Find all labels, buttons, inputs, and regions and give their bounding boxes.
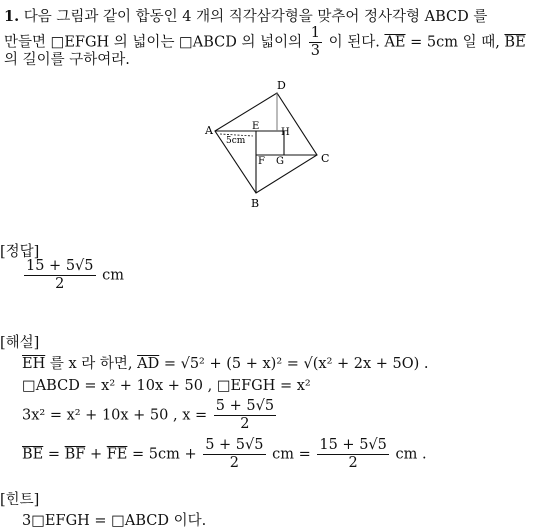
label-5cm: 5cm bbox=[226, 136, 246, 146]
answer-fraction: $\frac{15 + 5√5}{2}$ bbox=[26, 258, 94, 293]
label-c: C bbox=[321, 152, 330, 165]
hint-text: 3□EFGH = □ABCD 이다. bbox=[22, 513, 207, 529]
question-line-3: 의 길이를 구하여라. bbox=[4, 52, 130, 68]
segment-be-2: $\overline{BE}$ bbox=[22, 446, 44, 463]
question-text-2a: 만들면 □EFGH 의 넓이는 □ABCD 의 넓이의 bbox=[4, 34, 303, 51]
label-g: G bbox=[276, 156, 284, 167]
segment-ad: $\overline{AD}$ bbox=[137, 356, 160, 372]
answer-header: [정답] bbox=[0, 244, 40, 260]
answer-value bbox=[22, 259, 124, 292]
segment-bf: $\overline{BF}$ bbox=[64, 446, 86, 463]
question-text-2b: 이 된다. bbox=[328, 34, 380, 51]
be-fraction-2: $\frac{15 + 5√5}{2}$ bbox=[319, 437, 387, 472]
label-b: B bbox=[251, 197, 260, 210]
geometry-figure bbox=[195, 76, 345, 211]
explanation-header: [해설] bbox=[0, 335, 40, 351]
segment-fe: $\overline{FE}$ bbox=[106, 446, 128, 463]
question-text-1: 다음 그림과 같이 합동인 4 개의 직각삼각형을 맞추어 정사각형 ABCD 를 bbox=[23, 9, 488, 25]
question-text-2c: = 5cm 일 때, bbox=[410, 34, 500, 51]
question-line-1 bbox=[4, 5, 487, 26]
label-d: D bbox=[277, 79, 286, 92]
segment-ae: $\overline{AE}$ bbox=[384, 34, 406, 51]
explanation-line-2: □ABCD = x² + 10x + 50 , □EFGH = x² bbox=[22, 378, 311, 394]
label-f: F bbox=[258, 156, 265, 167]
explanation-line-3: 3x² = x² + 10x + 50 , x = $\frac{5 + 5√5}{2}$ bbox=[22, 398, 275, 433]
hint-header: [힌트] bbox=[0, 492, 40, 508]
label-h: H bbox=[281, 127, 290, 138]
segment-eh: $\overline{EH}$ bbox=[22, 356, 46, 372]
segment-be: $\overline{BE}$ bbox=[504, 34, 526, 51]
answer-unit: cm bbox=[102, 267, 124, 284]
label-e: E bbox=[252, 121, 260, 132]
one-third-fraction: $\frac{1}{3}$ bbox=[310, 25, 320, 60]
be-fraction-1: $\frac{5 + 5√5}{2}$ bbox=[205, 437, 264, 472]
explanation-line-1: $\overline{EH}$ 를 x 라 하면, $\overline{AD} = √5^2 + (5 + x)^2 = √(x^2 + 2x + 5O)$ . bbox=[22, 356, 429, 372]
question-number: 1. bbox=[4, 8, 20, 25]
explanation-ad-formula: = √5² + (5 + x)² = √(x² + 2x + 5O) . bbox=[163, 356, 429, 372]
label-a: A bbox=[205, 124, 213, 137]
explanation-line-4: $\overline{BE} = \overline{BF} + \overline{FE} = 5cm$ + $\frac{5 + 5√5}{2}$ cm = $\frac{15 + 5√5}{2}$ cm . bbox=[22, 437, 427, 472]
x-fraction: $\frac{5 + 5√5}{2}$ bbox=[215, 398, 275, 433]
